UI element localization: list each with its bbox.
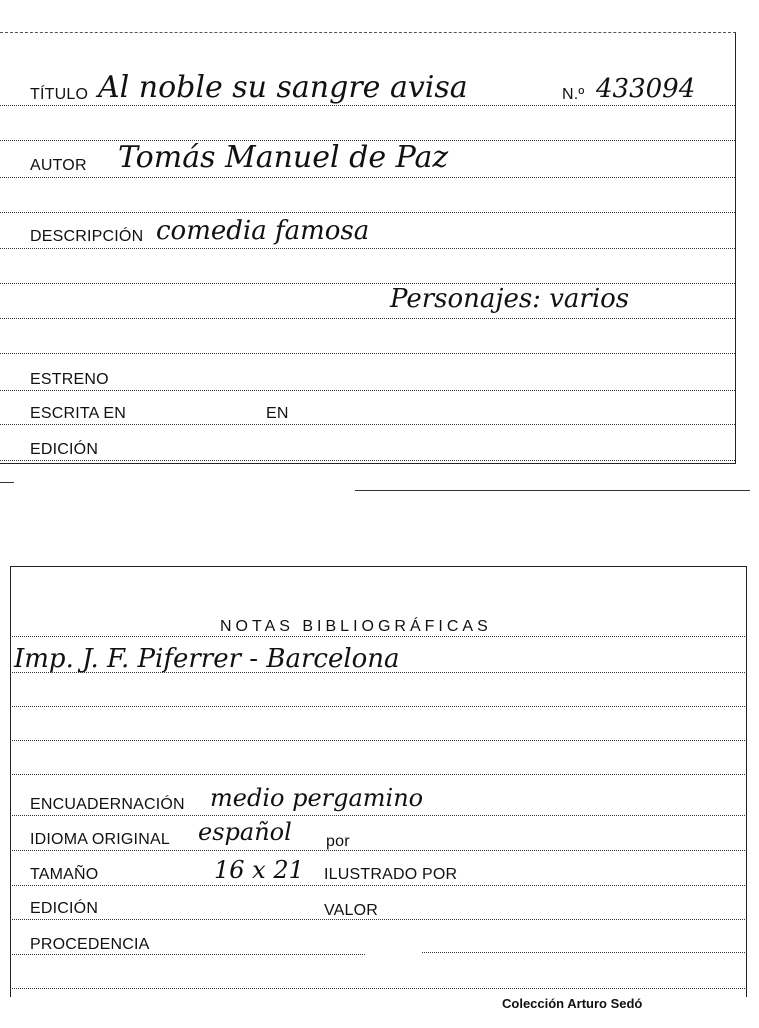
encuadernacion-label: ENCUADERNACIÓN xyxy=(30,796,185,813)
valor-label: VALOR xyxy=(324,902,379,919)
escrita-line xyxy=(0,424,735,425)
notas-value: Imp. J. F. Piferrer - Barcelona xyxy=(14,644,400,674)
notas-line xyxy=(10,636,745,637)
encuadernacion-line xyxy=(10,815,745,816)
estreno-label: ESTRENO xyxy=(30,371,109,388)
procedencia-label: PROCEDENCIA xyxy=(30,936,150,953)
procedencia-line-right xyxy=(422,952,745,953)
blank-line-6 xyxy=(10,740,745,741)
titulo-line xyxy=(0,105,735,106)
blank-line-2 xyxy=(0,212,735,213)
idioma-label: IDIOMA ORIGINAL xyxy=(30,831,170,848)
por-label: por xyxy=(326,833,350,850)
idioma-value: español xyxy=(198,818,292,846)
scan-mark xyxy=(0,482,14,483)
collection-footer: Colección Arturo Sedó xyxy=(502,996,643,1011)
edicion-label-top: EDICIÓN xyxy=(30,441,99,458)
descripcion-value: comedia famosa xyxy=(156,216,370,246)
tamano-value: 16 x 21 xyxy=(214,856,304,884)
notas-heading: NOTAS BIBLIOGRÁFICAS xyxy=(220,618,492,635)
tamano-label: TAMAÑO xyxy=(30,866,99,883)
last-line xyxy=(10,988,745,989)
procedencia-line xyxy=(10,954,365,955)
en-label: EN xyxy=(266,405,289,422)
edicion-line-bottom xyxy=(10,919,745,920)
numero-label: N.º xyxy=(562,86,585,103)
personajes-value: Personajes: varios xyxy=(390,284,630,314)
autor-label: AUTOR xyxy=(30,157,87,174)
scan-mark xyxy=(355,490,750,491)
personajes-line xyxy=(0,318,735,319)
ilustrado-label: ILUSTRADO POR xyxy=(324,866,458,883)
descripcion-line xyxy=(0,248,735,249)
escrita-en-label: ESCRITA EN xyxy=(30,405,126,422)
estreno-line xyxy=(0,390,735,391)
tamano-line xyxy=(10,885,745,886)
blank-line-5 xyxy=(10,706,745,707)
titulo-value: Al noble su sangre avisa xyxy=(98,70,468,105)
encuadernacion-value: medio pergamino xyxy=(210,784,424,812)
edicion-line-top xyxy=(0,460,735,461)
blank-line-7 xyxy=(10,774,745,775)
titulo-label: TÍTULO xyxy=(30,86,89,103)
numero-value: 433094 xyxy=(596,74,696,104)
idioma-line xyxy=(10,850,745,851)
edicion-label-bottom: EDICIÓN xyxy=(30,900,99,917)
descripcion-label: DESCRIPCIÓN xyxy=(30,228,144,245)
autor-value: Tomás Manuel de Paz xyxy=(118,140,449,175)
blank-line-4 xyxy=(0,353,735,354)
notas-line-2 xyxy=(10,672,745,673)
autor-line xyxy=(0,177,735,178)
